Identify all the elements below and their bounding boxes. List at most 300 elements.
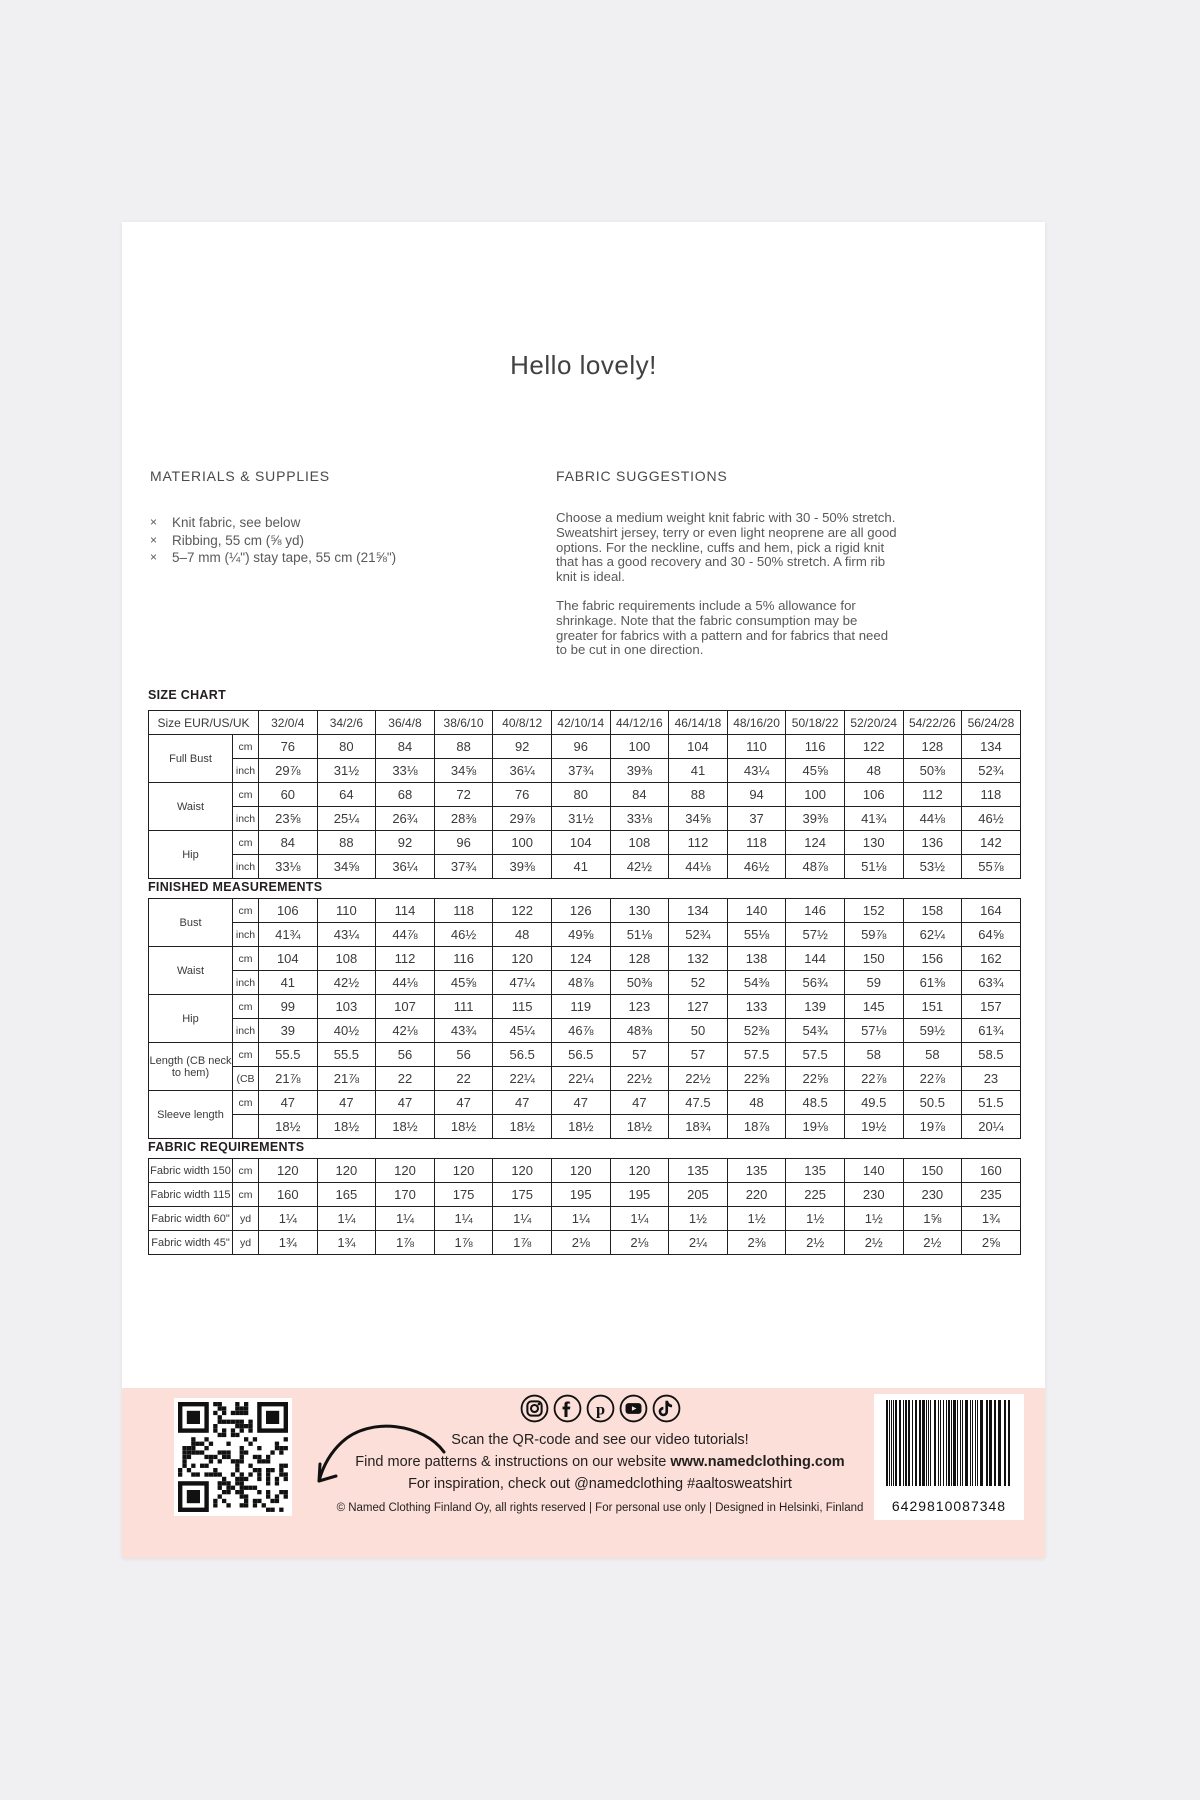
value-cell: 18½ [610, 1115, 669, 1139]
table-row [149, 1091, 1021, 1115]
value-cell: 157 [962, 995, 1021, 1019]
table-row [149, 783, 1021, 807]
unit-cell: cm [233, 783, 259, 807]
svg-text:p: p [595, 1399, 605, 1419]
value-cell: 118 [434, 899, 493, 923]
value-cell: 80 [317, 735, 376, 759]
value-cell: 19½ [844, 1115, 903, 1139]
value-cell: 152 [844, 899, 903, 923]
value-cell: 235 [962, 1183, 1021, 1207]
value-cell: 145 [844, 995, 903, 1019]
value-cell: 134 [669, 899, 728, 923]
value-cell: 1½ [786, 1207, 845, 1231]
value-cell: 42⅛ [376, 1019, 435, 1043]
value-cell: 144 [786, 947, 845, 971]
value-cell: 22⅝ [786, 1067, 845, 1091]
table-row [149, 759, 1021, 783]
value-cell: 59 [844, 971, 903, 995]
value-cell: 47 [259, 1091, 318, 1115]
value-cell: 18½ [259, 1115, 318, 1139]
value-cell: 44⅛ [376, 971, 435, 995]
value-cell: 52¾ [962, 759, 1021, 783]
row-label-cell: Fabric width 60" [149, 1207, 233, 1231]
value-cell: 29⅞ [259, 759, 318, 783]
value-cell: 135 [786, 1159, 845, 1183]
unit-cell: yd [233, 1231, 259, 1255]
unit-cell: inch [233, 1019, 259, 1043]
materials-item-text: Ribbing, 55 cm (⅝ yd) [172, 532, 305, 548]
table-row [149, 995, 1021, 1019]
value-cell: 160 [962, 1159, 1021, 1183]
value-cell: 55⅞ [962, 855, 1021, 879]
value-cell: 175 [493, 1183, 552, 1207]
value-cell: 45¼ [493, 1019, 552, 1043]
value-cell: 100 [786, 783, 845, 807]
size-header-label: Size EUR/US/UK [149, 711, 259, 735]
size-column-header: 48/16/20 [727, 711, 786, 735]
website-url: www.namedclothing.com [670, 1454, 845, 1470]
size-column-header: 32/0/4 [259, 711, 318, 735]
value-cell: 39⅜ [493, 855, 552, 879]
value-cell: 1½ [844, 1207, 903, 1231]
value-cell: 28⅜ [434, 807, 493, 831]
value-cell: 158 [903, 899, 962, 923]
value-cell: 44⅛ [669, 855, 728, 879]
value-cell: 146 [786, 899, 845, 923]
value-cell: 230 [844, 1183, 903, 1207]
value-cell: 1¾ [259, 1231, 318, 1255]
value-cell: 36¼ [376, 855, 435, 879]
value-cell: 2⅜ [727, 1231, 786, 1255]
value-cell: 57 [610, 1043, 669, 1067]
value-cell: 135 [727, 1159, 786, 1183]
value-cell: 2⅝ [962, 1231, 1021, 1255]
unit-cell: cm [233, 947, 259, 971]
value-cell: 130 [610, 899, 669, 923]
value-cell: 156 [903, 947, 962, 971]
qr-code [174, 1398, 292, 1516]
value-cell: 54¾ [786, 1019, 845, 1043]
value-cell: 22¼ [493, 1067, 552, 1091]
value-cell: 55.5 [259, 1043, 318, 1067]
table-row [149, 1115, 1021, 1139]
value-cell: 34⅝ [669, 807, 728, 831]
value-cell: 61⅜ [903, 971, 962, 995]
value-cell: 164 [962, 899, 1021, 923]
barcode-bars [884, 1400, 1014, 1486]
value-cell: 40½ [317, 1019, 376, 1043]
value-cell: 47¼ [493, 971, 552, 995]
materials-item [150, 514, 520, 532]
value-cell: 57.5 [786, 1043, 845, 1067]
value-cell: 55.5 [317, 1043, 376, 1067]
value-cell: 51.5 [962, 1091, 1021, 1115]
pinterest-icon [586, 1394, 615, 1428]
value-cell: 50⅜ [903, 759, 962, 783]
table-row [149, 971, 1021, 995]
value-cell: 120 [376, 1159, 435, 1183]
barcode-number: 6429810087348 [891, 1498, 1007, 1514]
unit-cell: (CB [233, 1067, 259, 1091]
value-cell: 106 [844, 783, 903, 807]
value-cell: 1¼ [610, 1207, 669, 1231]
value-cell: 56¾ [786, 971, 845, 995]
unit-cell: cm [233, 1043, 259, 1067]
value-cell: 49.5 [844, 1091, 903, 1115]
value-cell: 64⅝ [962, 923, 1021, 947]
value-cell: 108 [610, 831, 669, 855]
value-cell: 84 [259, 831, 318, 855]
value-cell: 22 [434, 1067, 493, 1091]
value-cell: 48⅜ [610, 1019, 669, 1043]
value-cell: 48⅞ [551, 971, 610, 995]
footer-line-scan: Scan the QR-code and see our video tutorials! [451, 1432, 749, 1448]
table-row [149, 735, 1021, 759]
value-cell: 128 [903, 735, 962, 759]
value-cell: 112 [669, 831, 728, 855]
value-cell: 120 [493, 947, 552, 971]
value-cell: 64 [317, 783, 376, 807]
value-cell: 22⅞ [844, 1067, 903, 1091]
table-row [149, 1043, 1021, 1067]
value-cell: 134 [962, 735, 1021, 759]
unit-cell: inch [233, 759, 259, 783]
table-row [149, 1159, 1021, 1183]
value-cell: 72 [434, 783, 493, 807]
value-cell: 68 [376, 783, 435, 807]
value-cell: 31½ [551, 807, 610, 831]
value-cell: 59⅞ [844, 923, 903, 947]
table-row [149, 855, 1021, 879]
value-cell: 56.5 [551, 1043, 610, 1067]
value-cell: 165 [317, 1183, 376, 1207]
value-cell: 22⅞ [903, 1067, 962, 1091]
value-cell: 21⅞ [259, 1067, 318, 1091]
value-cell: 18½ [317, 1115, 376, 1139]
value-cell: 59½ [903, 1019, 962, 1043]
value-cell: 1⅞ [493, 1231, 552, 1255]
value-cell: 34⅝ [434, 759, 493, 783]
value-cell: 220 [727, 1183, 786, 1207]
value-cell: 1⅞ [376, 1231, 435, 1255]
value-cell: 43¼ [317, 923, 376, 947]
table-row [149, 1183, 1021, 1207]
value-cell: 1¼ [317, 1207, 376, 1231]
fabric-suggestions-paragraph: Choose a medium weight knit fabric with 30 - 50% stretch. Sweatshirt jersey, terry or even light neoprene are all good options. For the neckline, cuffs and hem, pick a rigid knit that has a good recovery and 30 - 50% stretch. A firm rib knit is ideal. [556, 510, 897, 585]
value-cell: 132 [669, 947, 728, 971]
value-cell: 139 [786, 995, 845, 1019]
table-row [149, 923, 1021, 947]
value-cell: 41 [259, 971, 318, 995]
size-column-header: 40/8/12 [493, 711, 552, 735]
finished-measurements-table [148, 898, 1021, 1139]
value-cell: 2⅛ [551, 1231, 610, 1255]
value-cell: 110 [727, 735, 786, 759]
value-cell: 37¾ [434, 855, 493, 879]
size-chart-table [148, 710, 1021, 879]
value-cell: 48⅞ [786, 855, 845, 879]
value-cell: 48 [493, 923, 552, 947]
value-cell: 54⅜ [727, 971, 786, 995]
value-cell: 47 [434, 1091, 493, 1115]
value-cell: 18½ [551, 1115, 610, 1139]
row-label-cell: Hip [149, 831, 233, 879]
value-cell: 96 [551, 735, 610, 759]
value-cell: 48 [727, 1091, 786, 1115]
value-cell: 103 [317, 995, 376, 1019]
table-row [149, 1231, 1021, 1255]
social-icons-row [360, 1394, 840, 1428]
table-row [149, 1067, 1021, 1091]
value-cell: 170 [376, 1183, 435, 1207]
value-cell: 58.5 [962, 1043, 1021, 1067]
value-cell: 39 [259, 1019, 318, 1043]
value-cell: 22⅝ [727, 1067, 786, 1091]
value-cell: 120 [317, 1159, 376, 1183]
value-cell: 127 [669, 995, 728, 1019]
value-cell: 47 [493, 1091, 552, 1115]
unit-cell: cm [233, 995, 259, 1019]
unit-cell: inch [233, 923, 259, 947]
value-cell: 26¾ [376, 807, 435, 831]
value-cell: 33⅛ [610, 807, 669, 831]
value-cell: 18½ [434, 1115, 493, 1139]
materials-section [150, 468, 520, 567]
materials-list [150, 514, 520, 567]
value-cell: 41¾ [844, 807, 903, 831]
unit-cell: yd [233, 1207, 259, 1231]
value-cell: 2½ [844, 1231, 903, 1255]
row-label-cell: Fabric width 150 [149, 1159, 233, 1183]
value-cell: 23 [962, 1067, 1021, 1091]
value-cell: 20¼ [962, 1115, 1021, 1139]
value-cell: 120 [493, 1159, 552, 1183]
youtube-icon [619, 1394, 648, 1428]
value-cell: 57⅛ [844, 1019, 903, 1043]
row-label-cell: Sleeve length [149, 1091, 233, 1139]
value-cell: 150 [903, 1159, 962, 1183]
materials-heading: MATERIALS & SUPPLIES [150, 468, 330, 484]
pattern-instruction-page [122, 222, 1045, 1558]
value-cell: 63¾ [962, 971, 1021, 995]
value-cell: 138 [727, 947, 786, 971]
fabric-shrinkage-paragraph: The fabric requirements include a 5% allowance for shrinkage. Note that the fabric consumption may be greater for fabrics with a pattern and for fabrics that need to be cut in one direction. [556, 597, 889, 658]
tiktok-icon [652, 1394, 681, 1428]
value-cell: 205 [669, 1183, 728, 1207]
value-cell: 120 [610, 1159, 669, 1183]
row-label-cell: Hip [149, 995, 233, 1043]
row-label-cell: Full Bust [149, 735, 233, 783]
value-cell: 116 [434, 947, 493, 971]
value-cell: 150 [844, 947, 903, 971]
value-cell: 88 [669, 783, 728, 807]
x-bullet-icon: × [150, 550, 158, 564]
materials-item-text: Knit fabric, see below [172, 515, 301, 530]
table-row [149, 807, 1021, 831]
finished-measurements-heading: FINISHED MEASUREMENTS [148, 880, 323, 894]
value-cell: 1¼ [551, 1207, 610, 1231]
value-cell: 37 [727, 807, 786, 831]
value-cell: 104 [551, 831, 610, 855]
value-cell: 44⅛ [903, 807, 962, 831]
value-cell: 47 [551, 1091, 610, 1115]
value-cell: 135 [669, 1159, 728, 1183]
value-cell: 195 [551, 1183, 610, 1207]
unit-cell: cm [233, 831, 259, 855]
value-cell: 57½ [786, 923, 845, 947]
x-bullet-icon: × [150, 532, 158, 547]
instagram-icon [520, 1394, 549, 1428]
value-cell: 96 [434, 831, 493, 855]
value-cell: 22½ [669, 1067, 728, 1091]
value-cell: 34⅝ [317, 855, 376, 879]
value-cell: 23⅝ [259, 807, 318, 831]
value-cell: 18½ [493, 1115, 552, 1139]
value-cell: 100 [610, 735, 669, 759]
value-cell: 60 [259, 783, 318, 807]
unit-cell: cm [233, 1159, 259, 1183]
value-cell: 22¼ [551, 1067, 610, 1091]
value-cell: 44⅞ [376, 923, 435, 947]
value-cell: 58 [844, 1043, 903, 1067]
value-cell: 80 [551, 783, 610, 807]
value-cell: 107 [376, 995, 435, 1019]
value-cell: 100 [493, 831, 552, 855]
value-cell: 41 [669, 759, 728, 783]
value-cell: 55⅛ [727, 923, 786, 947]
fabric-suggestions-section [556, 468, 902, 658]
table-row [149, 947, 1021, 971]
value-cell: 175 [434, 1183, 493, 1207]
barcode [874, 1394, 1024, 1520]
value-cell: 225 [786, 1183, 845, 1207]
value-cell: 39⅜ [610, 759, 669, 783]
unit-cell: inch [233, 971, 259, 995]
value-cell: 47 [376, 1091, 435, 1115]
value-cell: 46½ [434, 923, 493, 947]
value-cell: 128 [610, 947, 669, 971]
value-cell: 104 [259, 947, 318, 971]
value-cell: 18¾ [669, 1115, 728, 1139]
value-cell: 126 [551, 899, 610, 923]
value-cell: 43¾ [434, 1019, 493, 1043]
value-cell: 47 [610, 1091, 669, 1115]
size-column-header: 46/14/18 [669, 711, 728, 735]
size-chart-heading: SIZE CHART [148, 688, 226, 702]
value-cell: 1¼ [259, 1207, 318, 1231]
value-cell: 2½ [786, 1231, 845, 1255]
table-row [149, 899, 1021, 923]
value-cell: 62¼ [903, 923, 962, 947]
value-cell: 48.5 [786, 1091, 845, 1115]
size-header-row [149, 711, 1021, 735]
value-cell: 122 [493, 899, 552, 923]
value-cell: 1¾ [962, 1207, 1021, 1231]
size-column-header: 56/24/28 [962, 711, 1021, 735]
unit-cell: inch [233, 807, 259, 831]
value-cell: 1⅞ [434, 1231, 493, 1255]
value-cell: 122 [844, 735, 903, 759]
value-cell: 42½ [610, 855, 669, 879]
unit-cell: inch [233, 855, 259, 879]
value-cell: 33⅛ [376, 759, 435, 783]
value-cell: 61¾ [962, 1019, 1021, 1043]
fabric-requirements-table [148, 1158, 1021, 1255]
value-cell: 56.5 [493, 1043, 552, 1067]
copyright-line: © Named Clothing Finland Oy, all rights reserved | For personal use only | Designed in Helsinki, Finland [336, 1502, 864, 1514]
value-cell: 88 [434, 735, 493, 759]
materials-item-text: 5–7 mm (¼") stay tape, 55 cm (21⅝") [172, 550, 397, 565]
value-cell: 115 [493, 995, 552, 1019]
value-cell: 50 [669, 1019, 728, 1043]
value-cell: 50⅜ [610, 971, 669, 995]
size-column-header: 50/18/22 [786, 711, 845, 735]
value-cell: 46½ [962, 807, 1021, 831]
value-cell: 22½ [610, 1067, 669, 1091]
value-cell: 120 [434, 1159, 493, 1183]
value-cell: 88 [317, 831, 376, 855]
value-cell: 56 [434, 1043, 493, 1067]
value-cell: 195 [610, 1183, 669, 1207]
value-cell: 1¼ [434, 1207, 493, 1231]
value-cell: 18⅞ [727, 1115, 786, 1139]
size-column-header: 36/4/8 [376, 711, 435, 735]
value-cell: 1⅝ [903, 1207, 962, 1231]
value-cell: 136 [903, 831, 962, 855]
value-cell: 18½ [376, 1115, 435, 1139]
value-cell: 160 [259, 1183, 318, 1207]
value-cell: 140 [727, 899, 786, 923]
value-cell: 124 [551, 947, 610, 971]
value-cell: 84 [610, 783, 669, 807]
value-cell: 1¼ [493, 1207, 552, 1231]
value-cell: 99 [259, 995, 318, 1019]
page-title: Hello lovely! [510, 350, 657, 380]
value-cell: 56 [376, 1043, 435, 1067]
footer-line-inspiration: For inspiration, check out @namedclothing #aaltosweatshirt [408, 1476, 792, 1492]
value-cell: 92 [376, 831, 435, 855]
materials-item [150, 549, 520, 567]
value-cell: 53½ [903, 855, 962, 879]
size-column-header: 42/10/14 [551, 711, 610, 735]
unit-cell: cm [233, 1091, 259, 1115]
value-cell: 84 [376, 735, 435, 759]
value-cell: 45⅝ [434, 971, 493, 995]
value-cell: 94 [727, 783, 786, 807]
value-cell: 41¾ [259, 923, 318, 947]
value-cell: 76 [259, 735, 318, 759]
value-cell: 92 [493, 735, 552, 759]
value-cell: 52⅜ [727, 1019, 786, 1043]
value-cell: 46½ [727, 855, 786, 879]
value-cell: 151 [903, 995, 962, 1019]
value-cell: 2½ [903, 1231, 962, 1255]
table-row [149, 1019, 1021, 1043]
value-cell: 48 [844, 759, 903, 783]
value-cell: 52 [669, 971, 728, 995]
qr-code-pattern [178, 1402, 288, 1512]
value-cell: 111 [434, 995, 493, 1019]
value-cell: 112 [903, 783, 962, 807]
value-cell: 21⅞ [317, 1067, 376, 1091]
value-cell: 108 [317, 947, 376, 971]
value-cell: 37¾ [551, 759, 610, 783]
value-cell: 116 [786, 735, 845, 759]
value-cell: 1¼ [376, 1207, 435, 1231]
value-cell: 1¾ [317, 1231, 376, 1255]
value-cell: 119 [551, 995, 610, 1019]
row-label-cell: Fabric width 115 [149, 1183, 233, 1207]
